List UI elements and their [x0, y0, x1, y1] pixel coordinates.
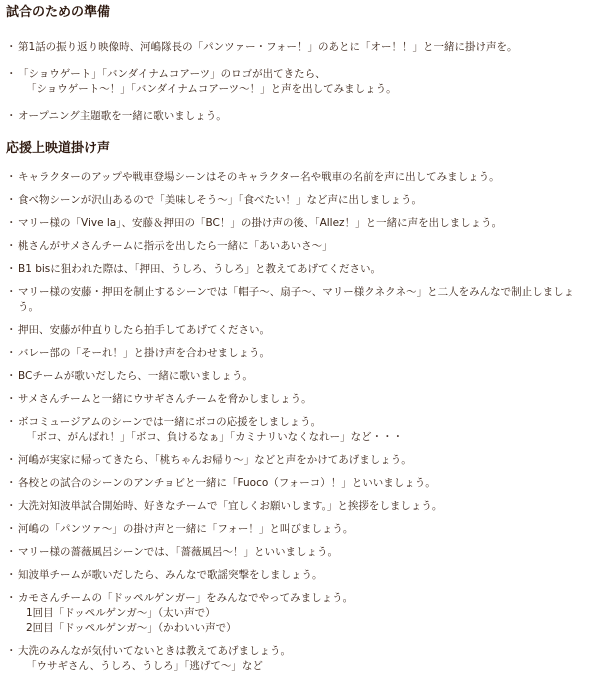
- cheering-list: [6, 170, 594, 674]
- list-item-text: ・ マリー様の「Vive la」、安藤＆押田の「BC！」の掛け声の後、「Allez！」と一緒に声を出しましょう。: [18, 217, 503, 229]
- list-item: [6, 545, 594, 560]
- list-item-text: ・ 「ショウゲート」「バンダイナムコアーツ」のロゴが出てきたら、: [18, 68, 326, 80]
- list-item-text: ・ 大洗のみんなが気付いてないときは教えてあげましょう。: [18, 645, 291, 657]
- list-item-text: 「ウサギさん、うしろ、うしろ」「逃げて〜」など: [26, 660, 263, 672]
- list-item-text: ・ 河嶋が実家に帰ってきたら、「桃ちゃんお帰り〜」などと声をかけてあげましょう。: [18, 454, 412, 466]
- list-item-text: 「ショウゲート〜！」「バンダイナムコアーツ〜！」と声を出してみましょう。: [26, 83, 397, 95]
- list-item-text: 1回目「ドッペルゲンガ〜」（太い声で）: [26, 607, 216, 619]
- list-item-text: ・ 押田、安藤が仲直りしたら拍手してあげてください。: [18, 324, 270, 336]
- list-item: [6, 415, 594, 445]
- list-item: [6, 109, 594, 124]
- preparation-list: [6, 40, 594, 124]
- list-item-text: ・ 知波単チームが歌いだしたら、みんなで歌謡突撃をしましょう。: [18, 569, 323, 581]
- list-item: [6, 239, 594, 254]
- list-item: [6, 453, 594, 468]
- list-item: [6, 193, 594, 208]
- list-item: [6, 216, 594, 231]
- list-item-text: 「ボコ、がんばれ！」「ボコ、負けるなぁ」「カミナリいなくなれー」など・・・: [26, 431, 404, 443]
- list-item: [6, 285, 594, 315]
- list-item-text: ・ BCチームが歌いだしたら、一緒に歌いましょう。: [18, 370, 253, 382]
- list-item-text: ・ ボコミュージアムのシーンでは一緒にボコの応援をしましょう。: [18, 416, 322, 428]
- list-item: [6, 568, 594, 583]
- list-item-text: ・ キャラクターのアップや戦車登場シーンはそのキャラクター名や戦車の名前を声に出してみましょう。: [18, 171, 500, 183]
- list-item-text: ・ バレー部の「そーれ！」と掛け声を合わせましょう。: [18, 347, 270, 359]
- list-item-text: ・ 食べ物シーンが沢山あるので「美味しそう〜」「食べたい！」など声に出しましょう。: [18, 194, 423, 206]
- list-item: [6, 476, 594, 491]
- list-item: [6, 170, 594, 185]
- list-item: [6, 67, 594, 97]
- list-item-text: ・ オープニング主題歌を一緒に歌いましょう。: [18, 110, 227, 122]
- list-item-text: ・ マリー様の薔薇風呂シーンでは、「薔薇風呂〜！」といいましょう。: [18, 546, 339, 558]
- list-item-text: ・ 第1話の振り返り映像時、河嶋隊長の「パンツァー・フォー！」のあとに「オー！！」と一緒に掛け声を。: [18, 41, 518, 53]
- list-item-text: ・ マリー様の安藤・押田を制止するシーンでは「帽子〜、扇子〜、マリー様クネクネ〜」と二人をみんなで制止しましょう。: [18, 286, 575, 313]
- list-item: [6, 522, 594, 537]
- list-item: [6, 392, 594, 407]
- list-item-text: ・ B1 bisに狙われた際は、「押田、うしろ、うしろ」と教えてあげてください。: [18, 263, 382, 275]
- section-title-preparation: 試合のための準備: [6, 5, 111, 20]
- list-item: [6, 591, 594, 636]
- list-item-text: ・ 大洗対知波単試合開始時、好きなチームで「宜しくお願いします。」と挨拶をしましょう。: [18, 500, 443, 512]
- list-item: [6, 262, 594, 277]
- list-item: [6, 323, 594, 338]
- list-item: [6, 644, 594, 674]
- list-item-text: ・ カモさんチームの「ドッペルゲンガー」をみんなでやってみましょう。: [18, 592, 354, 604]
- list-item: [6, 369, 594, 384]
- list-item-text: ・ サメさんチームと一緒にウサギさんチームを脅かしましょう。: [18, 393, 312, 405]
- list-item-text: ・ 各校との試合のシーンのアンチョビと一緒に「Fuoco（フォーコ）！」といいましょう。: [18, 477, 436, 489]
- list-item-text: ・ 桃さんがサメさんチームに指示を出したら一緒に「あいあいさ〜」: [18, 240, 333, 252]
- list-item: [6, 346, 594, 361]
- list-item-text: 2回目「ドッペルゲンガ〜」（かわいい声で）: [26, 622, 237, 634]
- list-item-text: ・ 河嶋の「パンツァ〜」の掛け声と一緒に「フォー！」と叫びましょう。: [18, 523, 354, 535]
- list-item: [6, 40, 594, 55]
- list-item: [6, 499, 594, 514]
- section-title-cheering: 応援上映道掛け声: [6, 141, 111, 156]
